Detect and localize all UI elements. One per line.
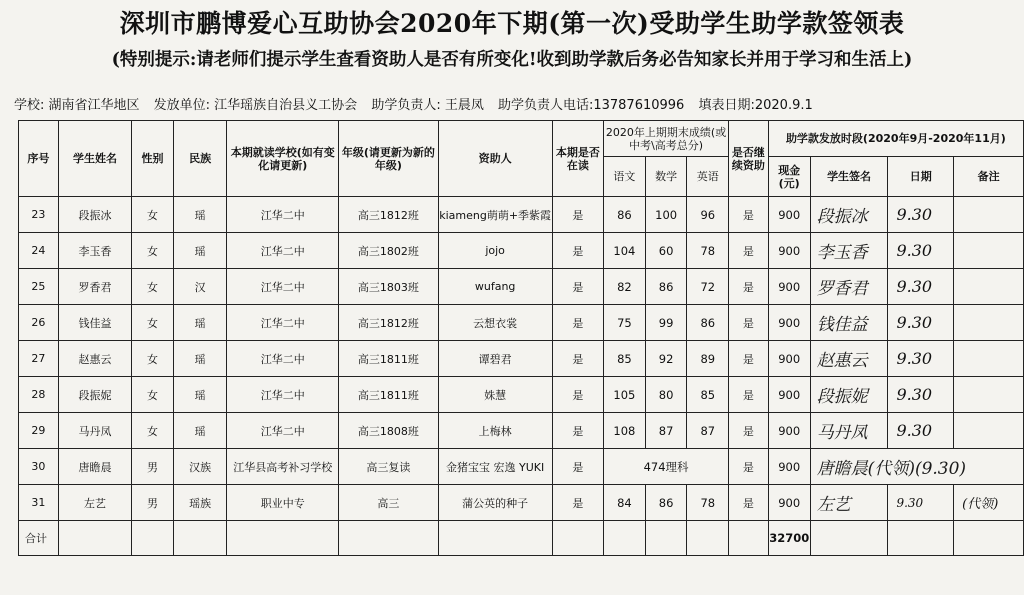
page-title: 深圳市鹏博爱心互助协会2020年下期(第一次)受助学生助学款签领表 (119, 9, 905, 38)
empty-cell (604, 521, 646, 556)
cell-studying: 是 (552, 377, 603, 413)
cell-date: 9.30 (888, 305, 954, 341)
header-studying: 本期是否在读 (552, 121, 603, 197)
cell-sponsor: 金猪宝宝 宏逸 YUKI (438, 449, 552, 485)
cell-english: 78 (687, 233, 729, 269)
table-row (19, 377, 1024, 413)
cell-ethnicity: 瑶 (173, 413, 227, 449)
cell-grade: 高三1812班 (339, 305, 438, 341)
table-row (19, 233, 1024, 269)
cell-name: 唐瞻晨 (58, 449, 131, 485)
cell-date: 9.30 (888, 413, 954, 449)
cell-studying: 是 (552, 485, 603, 521)
header-scores: 2020年上期期末成绩(或中考\高考总分) (604, 121, 729, 157)
cell-cash: 900 (768, 341, 810, 377)
meta-phone: 助学负责人电话:13787610996 (497, 98, 685, 113)
cell-grade: 高三复读 (339, 449, 438, 485)
cell-date: 9.30 (888, 485, 954, 521)
cell-gender: 女 (132, 305, 174, 341)
cell-date: 9.30 (888, 341, 954, 377)
cell-cash: 900 (768, 377, 810, 413)
cell-gender: 男 (132, 449, 174, 485)
cell-name: 李玉香 (58, 233, 131, 269)
cell-gender: 女 (132, 197, 174, 233)
empty-cell (552, 521, 603, 556)
cell-math: 100 (645, 197, 687, 233)
empty-cell (438, 521, 552, 556)
cell-grade: 高三1811班 (339, 377, 438, 413)
cell-name: 钱佳益 (58, 305, 131, 341)
cell-english: 89 (687, 341, 729, 377)
cell-date: 9.30 (888, 269, 954, 305)
header-signature: 学生签名 (810, 157, 888, 197)
cell-sponsor: wufang (438, 269, 552, 305)
empty-cell (954, 521, 1024, 556)
meta-fill-date: 填表日期:2020.9.1 (698, 98, 813, 113)
header-name: 学生姓名 (58, 121, 131, 197)
cell-studying: 是 (552, 413, 603, 449)
empty-cell (687, 521, 729, 556)
cell-school: 职业中专 (227, 485, 339, 521)
header-no: 序号 (19, 121, 59, 197)
cell-name: 罗香君 (58, 269, 131, 305)
cell-gender: 男 (132, 485, 174, 521)
cell-school: 江华二中 (227, 341, 339, 377)
cell-cash: 900 (768, 269, 810, 305)
cell-ethnicity: 瑶 (173, 377, 227, 413)
cell-studying: 是 (552, 233, 603, 269)
cell-chinese: 85 (604, 341, 646, 377)
cell-chinese: 105 (604, 377, 646, 413)
cell-remarks (954, 269, 1024, 305)
cell-no: 31 (19, 485, 59, 521)
cell-name: 段振冰 (58, 197, 131, 233)
table-row (19, 269, 1024, 305)
cell-ethnicity: 汉 (173, 269, 227, 305)
signature-handwritten: 马丹凤 (810, 413, 888, 449)
cell-school: 江华县高考补习学校 (227, 449, 339, 485)
cell-sponsor: kiameng萌萌+季紫霞 (438, 197, 552, 233)
cell-studying: 是 (552, 305, 603, 341)
cell-cash: 900 (768, 413, 810, 449)
cell-date: 9.30 (888, 197, 954, 233)
cell-no: 24 (19, 233, 59, 269)
cell-remarks: (代领) (954, 485, 1024, 521)
cell-school: 江华二中 (227, 413, 339, 449)
table-row (19, 449, 1024, 485)
cell-studying: 是 (552, 341, 603, 377)
total-cash: 32700 (768, 521, 810, 556)
form-meta (14, 94, 823, 113)
cell-english: 72 (687, 269, 729, 305)
cell-no: 29 (19, 413, 59, 449)
signature-handwritten: 罗香君 (810, 269, 888, 305)
cell-chinese: 82 (604, 269, 646, 305)
header-date: 日期 (888, 157, 954, 197)
cell-english: 87 (687, 413, 729, 449)
cell-ethnicity: 瑶族 (173, 485, 227, 521)
cell-cash: 900 (768, 197, 810, 233)
header-gender: 性别 (132, 121, 174, 197)
cell-sponsor: jojo (438, 233, 552, 269)
cell-continue: 是 (729, 269, 769, 305)
table-row (19, 305, 1024, 341)
signature-handwritten: 钱佳益 (810, 305, 888, 341)
cell-math: 87 (645, 413, 687, 449)
cell-remarks (954, 413, 1024, 449)
signature-handwritten: 左艺 (810, 485, 888, 521)
cell-ethnicity: 瑶 (173, 341, 227, 377)
cell-grade: 高三1803班 (339, 269, 438, 305)
cell-ethnicity: 瑶 (173, 233, 227, 269)
cell-math: 92 (645, 341, 687, 377)
cell-chinese: 84 (604, 485, 646, 521)
empty-cell (173, 521, 227, 556)
empty-cell (810, 521, 888, 556)
cell-date: 9.30 (888, 233, 954, 269)
cell-gender: 女 (132, 413, 174, 449)
cell-total-score: 474理科 (604, 449, 729, 485)
cell-gender: 女 (132, 233, 174, 269)
signature-handwritten: 唐瞻晨(代领)(9.30) (810, 449, 1023, 485)
empty-cell (339, 521, 438, 556)
cell-remarks (954, 341, 1024, 377)
cell-grade: 高三1812班 (339, 197, 438, 233)
cell-remarks (954, 305, 1024, 341)
cell-remarks (954, 377, 1024, 413)
cell-grade: 高三 (339, 485, 438, 521)
cell-no: 28 (19, 377, 59, 413)
cell-remarks (954, 233, 1024, 269)
cell-math: 80 (645, 377, 687, 413)
cell-continue: 是 (729, 485, 769, 521)
cell-chinese: 86 (604, 197, 646, 233)
table-row (19, 485, 1024, 521)
empty-cell (132, 521, 174, 556)
cell-math: 86 (645, 269, 687, 305)
empty-cell (888, 521, 954, 556)
meta-school: 学校: 湖南省江华地区 (14, 98, 140, 113)
cell-school: 江华二中 (227, 305, 339, 341)
cell-date: 9.30 (888, 377, 954, 413)
cell-continue: 是 (729, 197, 769, 233)
cell-sponsor: 姝慧 (438, 377, 552, 413)
header-period: 助学款发放时段(2020年9月-2020年11月) (768, 121, 1023, 157)
cell-grade: 高三1811班 (339, 341, 438, 377)
cell-ethnicity: 汉族 (173, 449, 227, 485)
cell-school: 江华二中 (227, 233, 339, 269)
cell-continue: 是 (729, 341, 769, 377)
cell-school: 江华二中 (227, 269, 339, 305)
header-continue: 是否继续资助 (729, 121, 769, 197)
header-school: 本期就读学校(如有变化请更新) (227, 121, 339, 197)
table-row (19, 197, 1024, 233)
header-remarks: 备注 (954, 157, 1024, 197)
cell-no: 26 (19, 305, 59, 341)
signature-handwritten: 李玉香 (810, 233, 888, 269)
cell-school: 江华二中 (227, 377, 339, 413)
cell-continue: 是 (729, 413, 769, 449)
header-ethnicity: 民族 (173, 121, 227, 197)
empty-cell (645, 521, 687, 556)
cell-english: 85 (687, 377, 729, 413)
cell-sponsor: 谭碧君 (438, 341, 552, 377)
header-sponsor: 资助人 (438, 121, 552, 197)
special-notice: (特别提示:请老师们提示学生查看资助人是否有所变化!收到助学款后务必告知家长并用于学习和生活上) (111, 50, 913, 70)
cell-math: 60 (645, 233, 687, 269)
cell-ethnicity: 瑶 (173, 197, 227, 233)
cell-cash: 900 (768, 449, 810, 485)
signature-handwritten: 赵惠云 (810, 341, 888, 377)
cell-continue: 是 (729, 233, 769, 269)
aid-signature-table (18, 120, 1024, 556)
cell-studying: 是 (552, 269, 603, 305)
cell-name: 左艺 (58, 485, 131, 521)
cell-gender: 女 (132, 269, 174, 305)
cell-no: 27 (19, 341, 59, 377)
cell-sponsor: 蒲公英的种子 (438, 485, 552, 521)
cell-name: 段振妮 (58, 377, 131, 413)
cell-remarks (954, 197, 1024, 233)
signature-handwritten: 段振妮 (810, 377, 888, 413)
cell-cash: 900 (768, 305, 810, 341)
cell-gender: 女 (132, 341, 174, 377)
header-math: 数学 (645, 157, 687, 197)
cell-grade: 高三1808班 (339, 413, 438, 449)
cell-math: 86 (645, 485, 687, 521)
cell-studying: 是 (552, 197, 603, 233)
cell-sponsor: 云想衣裳 (438, 305, 552, 341)
cell-studying: 是 (552, 449, 603, 485)
header-grade: 年级(请更新为新的年级) (339, 121, 438, 197)
header-chinese: 语文 (604, 157, 646, 197)
cell-no: 23 (19, 197, 59, 233)
total-row (19, 521, 1024, 556)
cell-english: 86 (687, 305, 729, 341)
cell-grade: 高三1802班 (339, 233, 438, 269)
cell-continue: 是 (729, 449, 769, 485)
cell-no: 25 (19, 269, 59, 305)
empty-cell (58, 521, 131, 556)
empty-cell (729, 521, 769, 556)
cell-continue: 是 (729, 377, 769, 413)
header-english: 英语 (687, 157, 729, 197)
signature-handwritten: 段振冰 (810, 197, 888, 233)
empty-cell (227, 521, 339, 556)
header-cash: 现金(元) (768, 157, 810, 197)
cell-chinese: 75 (604, 305, 646, 341)
cell-english: 78 (687, 485, 729, 521)
meta-manager: 助学负责人: 王晨凤 (371, 98, 484, 113)
cell-english: 96 (687, 197, 729, 233)
table-row (19, 341, 1024, 377)
cell-name: 赵惠云 (58, 341, 131, 377)
meta-issuer: 发放单位: 江华瑶族自治县义工协会 (153, 98, 358, 113)
cell-school: 江华二中 (227, 197, 339, 233)
cell-cash: 900 (768, 233, 810, 269)
total-label: 合计 (19, 521, 59, 556)
cell-chinese: 108 (604, 413, 646, 449)
cell-gender: 女 (132, 377, 174, 413)
cell-name: 马丹凤 (58, 413, 131, 449)
cell-ethnicity: 瑶 (173, 305, 227, 341)
cell-continue: 是 (729, 305, 769, 341)
cell-cash: 900 (768, 485, 810, 521)
cell-no: 30 (19, 449, 59, 485)
cell-chinese: 104 (604, 233, 646, 269)
cell-math: 99 (645, 305, 687, 341)
cell-sponsor: 上梅林 (438, 413, 552, 449)
table-row (19, 413, 1024, 449)
